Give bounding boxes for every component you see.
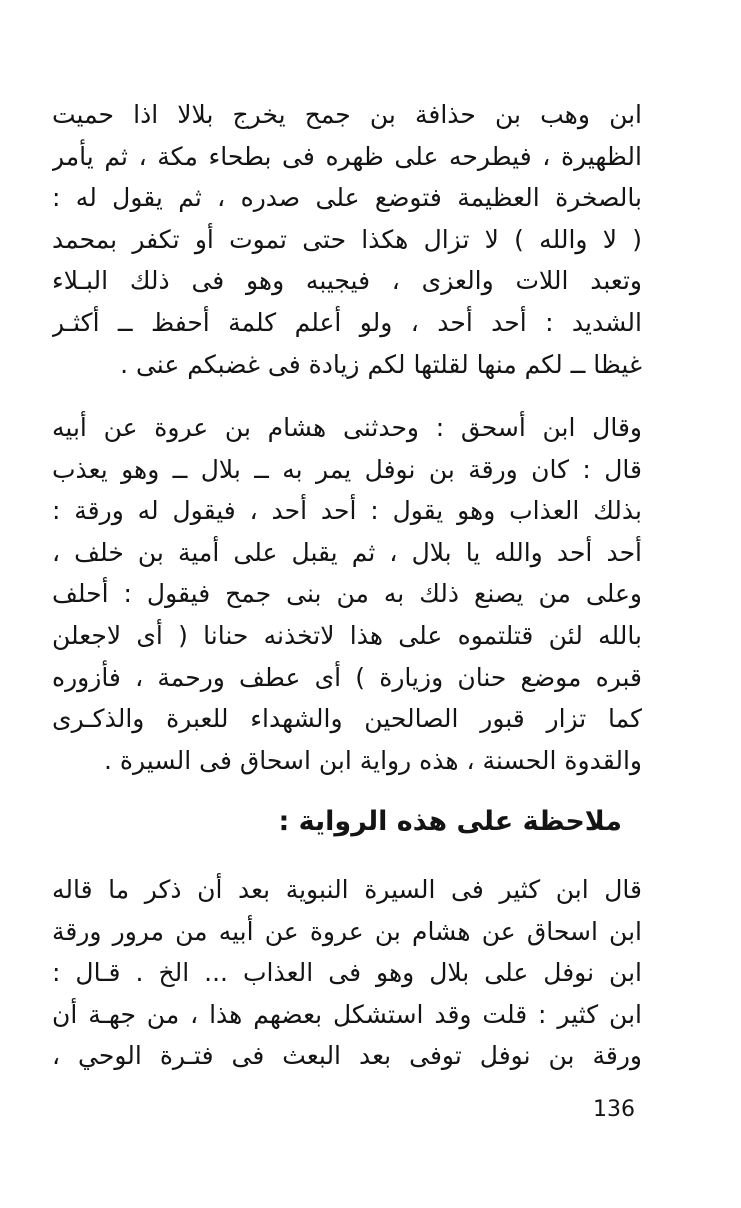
text-line: قال : كان ورقة بن نوفل يمر به ــ بلال ــ وهو يعذب <box>52 454 642 484</box>
text-line: بالصخرة العظيمة فتوضع على صدره ، ثم يقول له : <box>52 183 642 213</box>
text-line: الظهيرة ، فيطرحه على ظهره فى بطحاء مكة ، ثم يأمر <box>52 141 642 171</box>
text-line: وتعبد اللات والعزى ، فيجيبه وهو فى ذلك البـلاء <box>52 266 642 296</box>
text-line: وعلى من يصنع ذلك به من بنى جمح فيقول : أحلف <box>52 579 642 609</box>
paragraph-2 <box>52 407 642 781</box>
text-line: ابن نوفل على بلال وهو فى العذاب ... الخ . قـال : <box>52 958 642 988</box>
text-line: ابن كثير : قلت وقد استشكل بعضهم هذا ، من جهـة أن <box>52 999 642 1029</box>
text-line: ( لا والله ) لا تزال هكذا حتى تموت أو تكفر بمحمد <box>52 224 642 254</box>
paragraph-1 <box>52 94 642 385</box>
text-line: ورقة بن نوفل توفى بعد البعث فى فتـرة الوحي ، <box>52 1041 642 1071</box>
text-line: الشديد : أحد أحد ، ولو أعلم كلمة أحفظ ــ أكثـر <box>52 307 642 337</box>
text-line: أحد أحد والله يا بلال ، ثم يقبل على أمية بن خلف ، <box>52 537 642 567</box>
text-line: ابن اسحاق عن هشام بن عروة عن أبيه من مرور ورقة <box>52 916 642 946</box>
paragraph-3 <box>52 869 642 1077</box>
text-line: بذلك العذاب وهو يقول : أحد أحد ، فيقول له ورقة : <box>52 496 642 526</box>
text-line: بالله لئن قتلتموه على هذا لاتخذنه حنانا ( أى لاجعلن <box>52 620 642 650</box>
text-line: والقدوة الحسنة ، هذه رواية ابن اسحاق فى السيرة . <box>104 745 642 775</box>
text-line: قبره موضع حنان وزيارة ) أى عطف ورحمة ، فأزوره <box>52 662 642 692</box>
text-line: ابن وهب بن حذافة بن جمح يخرج بلالا اذا حميت <box>52 100 642 129</box>
text-line: وقال ابن أسحق : وحدثنى هشام بن عروة عن أبيه <box>52 413 642 442</box>
page-number: 136 <box>593 1097 635 1122</box>
text-line: غيظا ــ لكم منها لقلتها لكم زيادة فى غضبكم عنى . <box>120 349 642 379</box>
section-heading: ملاحظة على هذه الرواية : <box>278 806 622 837</box>
text-line: كما تزار قبور الصالحين والشهداء للعبرة والذكـرى <box>52 704 642 734</box>
text-line: قال ابن كثير فى السيرة النبوية بعد أن ذكر ما قاله <box>52 875 642 904</box>
